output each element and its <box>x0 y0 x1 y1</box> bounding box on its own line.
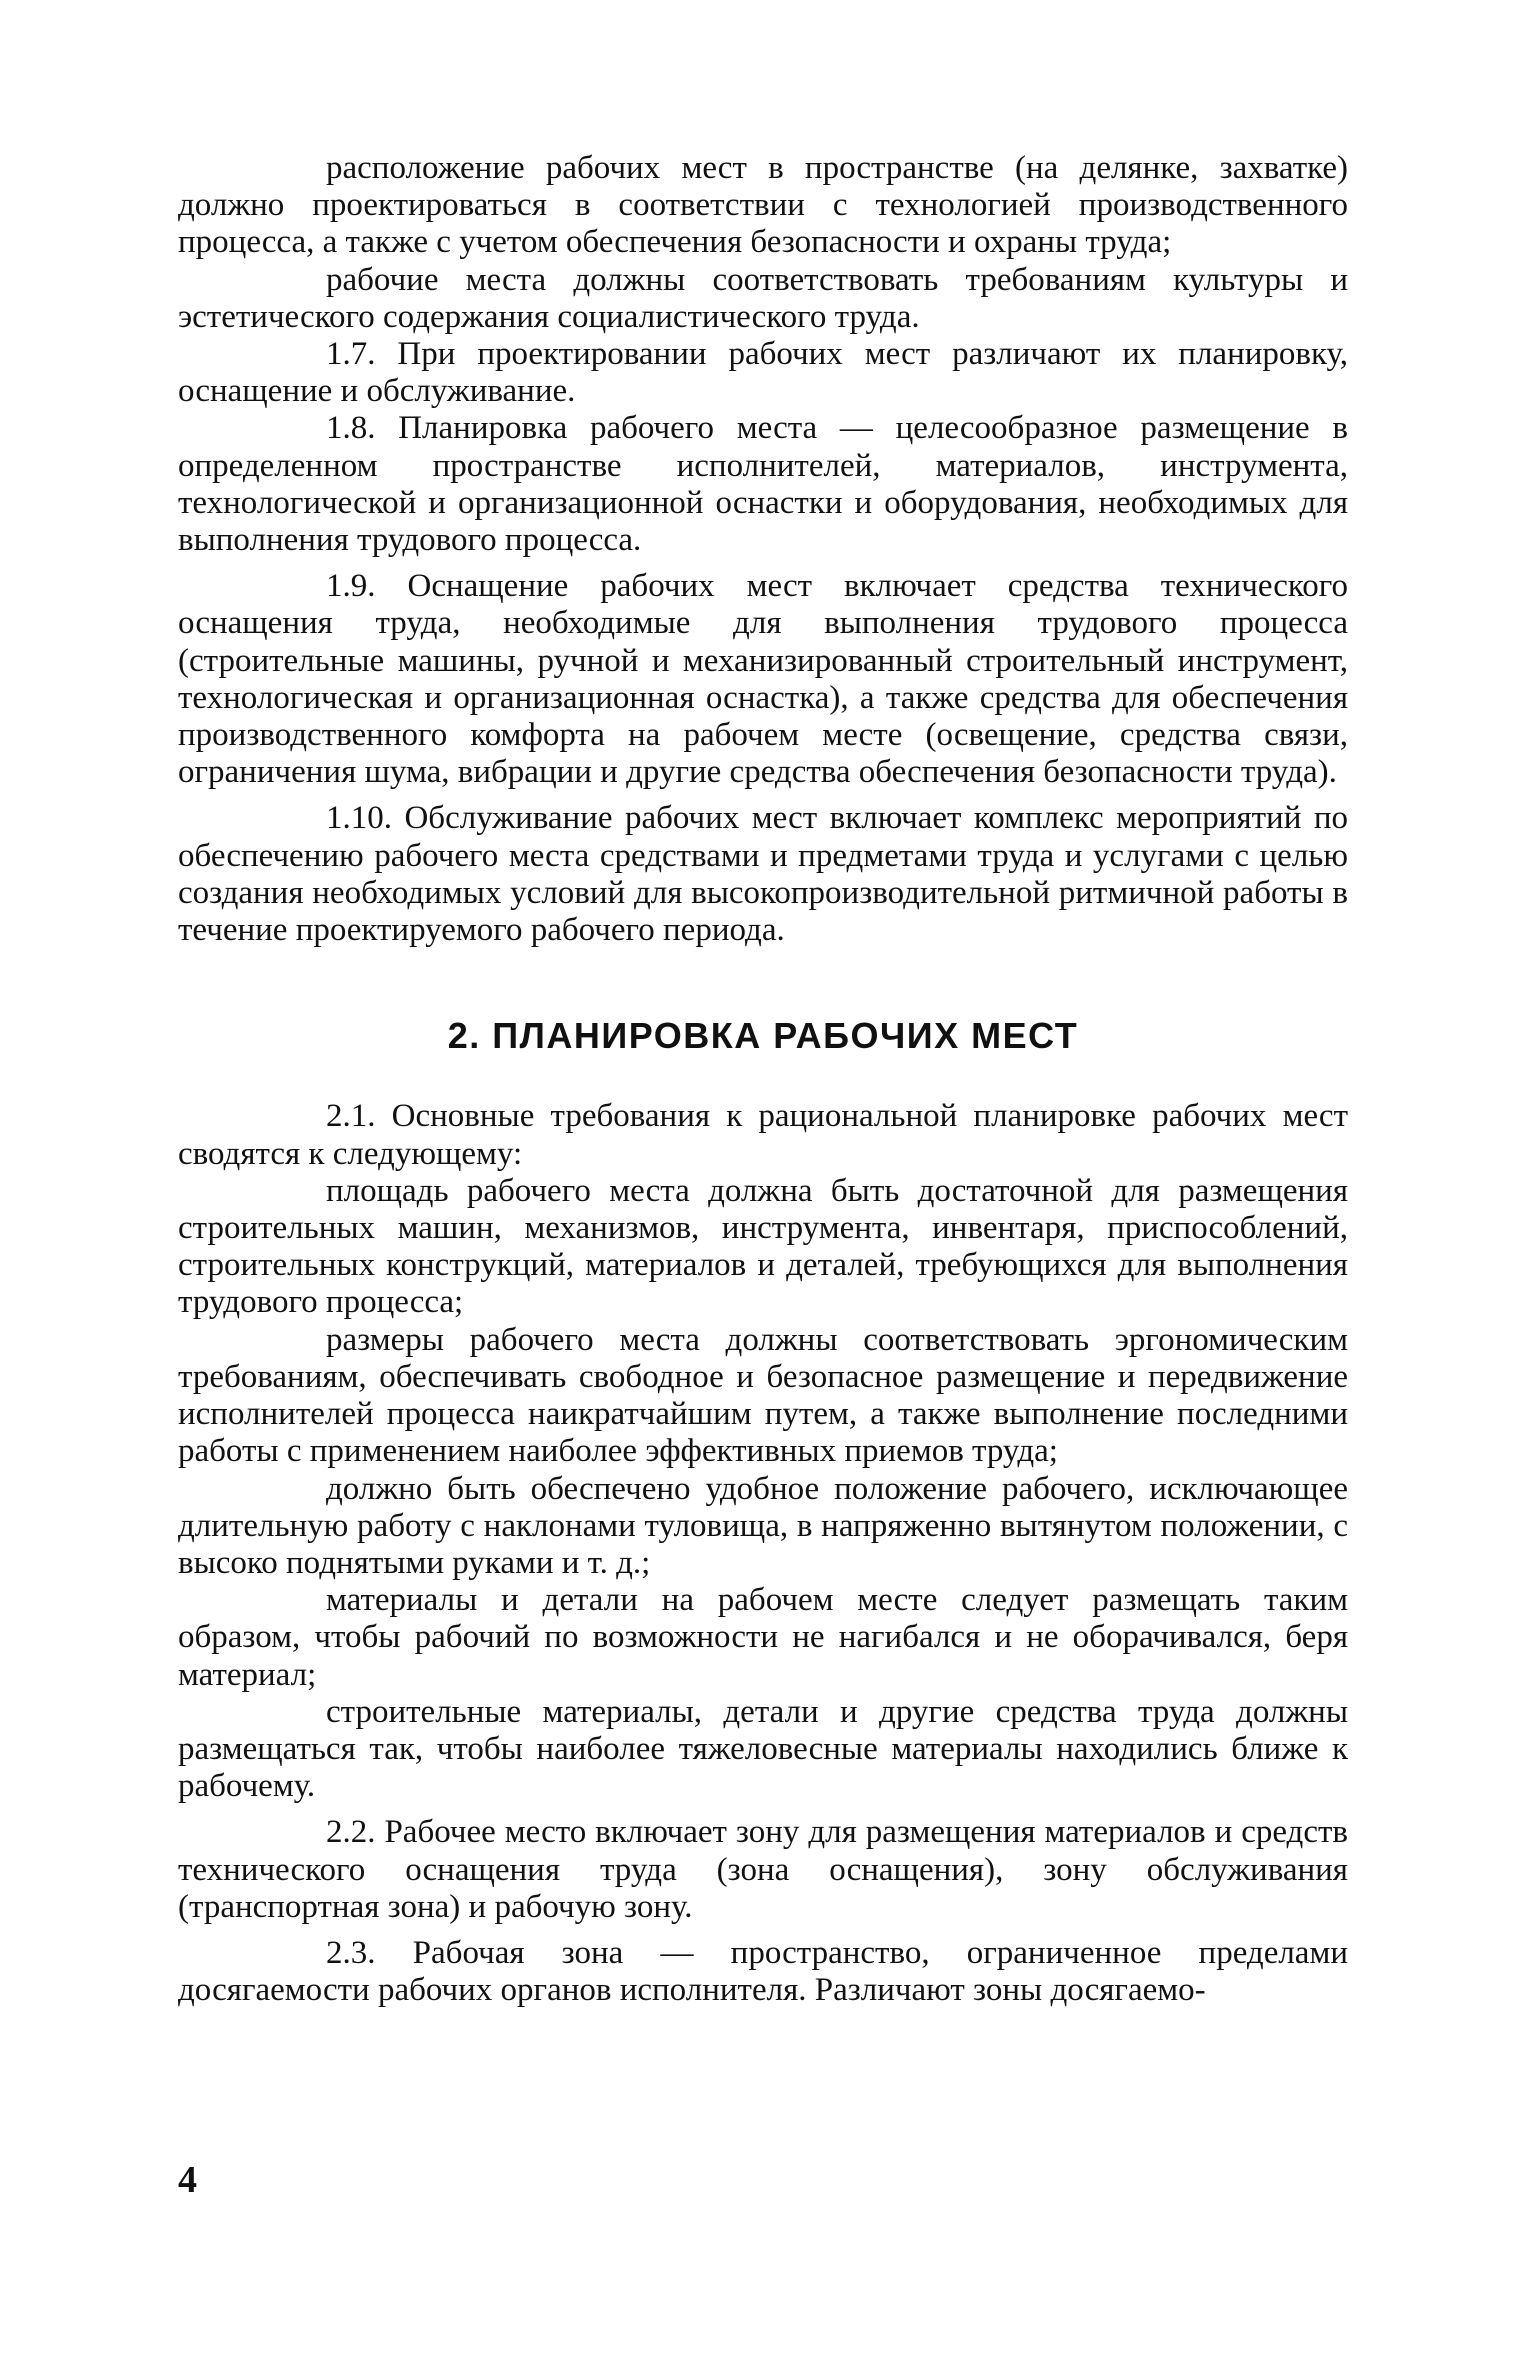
list-item: материалы и детали на рабочем месте следует размещать таким образом, чтобы рабочий по возможности не нагибался и не оборачивался, беря материал; <box>178 1582 1348 1693</box>
paragraph: 1.10. Обслуживание рабочих мест включает комплекс мероприятий по обеспечению рабочего места средствами и предметами труда и услугами с целью создания необходимых условий для высокопроизводительной ритмичной работы в течение проектируемого рабочего периода. <box>178 800 1348 949</box>
section-heading: 2. ПЛАНИРОВКА РАБОЧИХ МЕСТ <box>447 1015 1079 1057</box>
paragraph: 1.7. При проектировании рабочих мест различают их планировку, оснащение и обслуживание. <box>178 336 1348 410</box>
paragraph: 2.3. Рабочая зона — пространство, ограниченное пределами досягаемости рабочих органов исполнителя. Различают зоны досягаемо- <box>178 1934 1348 2009</box>
list-item: площадь рабочего места должна быть достаточной для размещения строительных машин, механизмов, инструмента, инвентаря, приспособлений, строительных конструкций, материалов и деталей, требующихся для выполнения трудового процесса; <box>178 1172 1348 1321</box>
paragraph: расположение рабочих мест в пространстве (на делянке, захватке) должно проектироваться в соответствии с технологией производственного процесса, а также с учетом обеспечения безопасности и охраны труда; <box>178 150 1348 261</box>
paragraph: рабочие места должны соответствовать требованиям культуры и эстетического содержания социалистического труда. <box>178 261 1348 335</box>
list-item: должно быть обеспечено удобное положение рабочего, исключающее длительную работу с наклонами туловища, в напряженно вытянутом положении, с высоко поднятыми руками и т. д.; <box>178 1470 1348 1581</box>
paragraph: 2.2. Рабочее место включает зону для размещения материалов и средств технического оснащения труда (зона оснащения), зону обслуживания (транспортная зона) и рабочую зону. <box>178 1814 1348 1925</box>
document-page <box>178 150 1348 2009</box>
list-item: строительные материалы, детали и другие средства труда должны размещаться так, чтобы наиболее тяжеловесные материалы находились ближе к рабочему. <box>178 1693 1348 1805</box>
paragraph: 1.9. Оснащение рабочих мест включает средства технического оснащения труда, необходимые для выполнения трудового процесса (строительные машины, ручной и механизированный строительный инструмент, технологическая и организационная оснастка), а также средства для обеспечения производственного комфорта на рабочем месте (освещение, средства связи, ограничения шума, вибрации и другие средства обеспечения безопасности труда). <box>178 568 1348 791</box>
page-number: 4 <box>178 2159 197 2201</box>
paragraph: 1.8. Планировка рабочего места — целесообразное размещение в определенном пространстве исполнителей, материалов, инструмента, технологической и организационной оснастки и оборудования, необходимых для выполнения трудового процесса. <box>178 410 1348 559</box>
paragraph: 2.1. Основные требования к рациональной планировке рабочих мест сводятся к следующему: <box>178 1098 1348 1172</box>
list-item: размеры рабочего места должны соответствовать эргономическим требованиям, обеспечивать свободное и безопасное размещение и передвижение исполнителей процесса наикратчайшим путем, а также выполнение последними работы с применением наиболее эффективных приемов труда; <box>178 1321 1348 1470</box>
